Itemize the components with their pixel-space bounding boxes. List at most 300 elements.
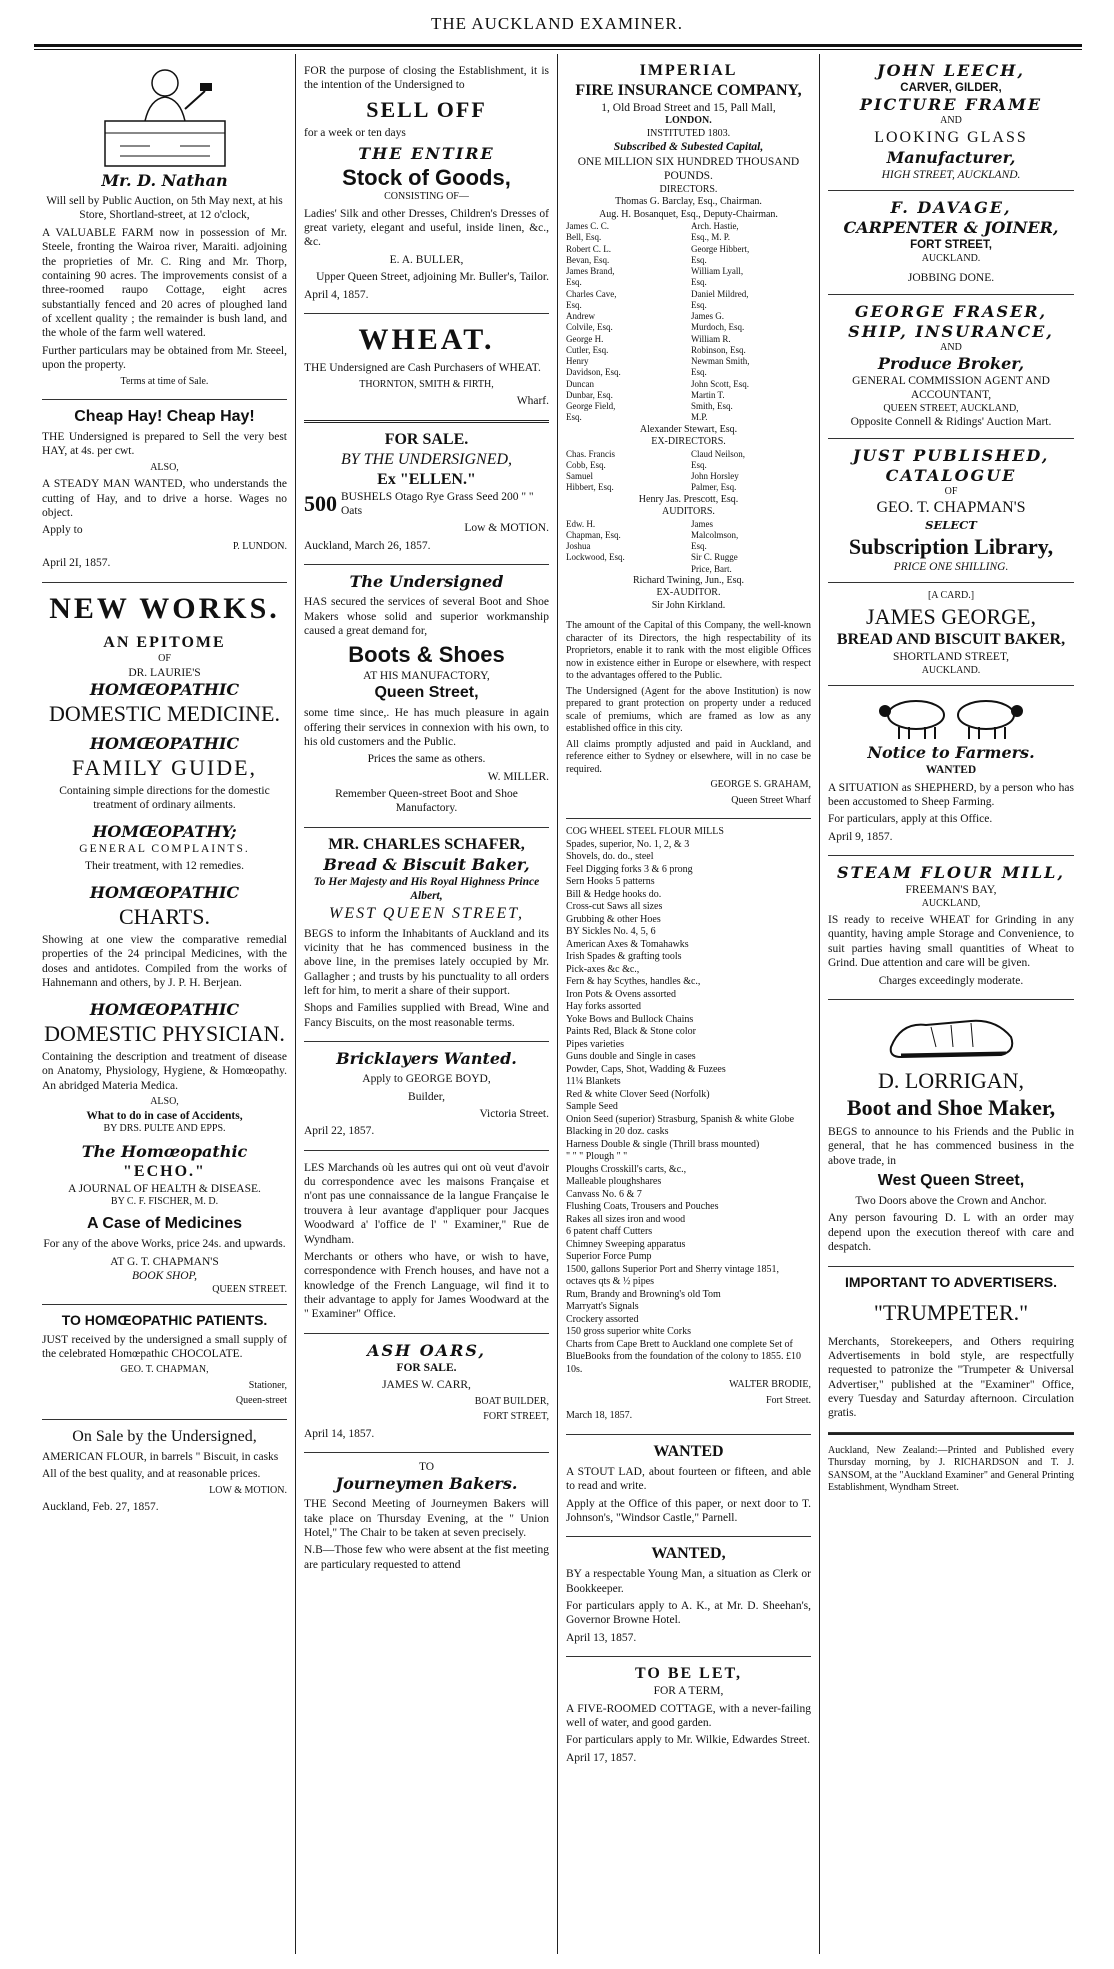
brodie-item: Flushing Coats, Trousers and Pouches <box>566 1201 719 1213</box>
director-name: John Scott, Esq. <box>690 378 749 389</box>
wanted1-body: A STOUT LAD, about fourteen or fifteen, and able to read and write. <box>566 1465 811 1493</box>
lorrigan-favour: Any person favouring D. L with an order may depend upon the execution thereof with care and despatch. <box>828 1212 1074 1254</box>
physician-desc: Containing the description and treatment of disease on Anatomy, Physiology, Hygiene, & Homœopathy. An abridged Materia Medica. <box>42 1051 287 1092</box>
director-name: William R. Robinson, Esq. <box>690 333 746 355</box>
george-name: JAMES GEORGE, <box>866 603 1036 629</box>
homeo-heading-4: HOMŒOPATHIC <box>89 882 240 902</box>
epitome-title: AN EPITOME <box>103 634 226 652</box>
brodie-item: Marryatt's Signals <box>566 1301 639 1313</box>
nathan-body: A VALUABLE FARM now in possession of Mr. Steele, fronting the Wairoa river, Maraiti. adjoining the proprieties of Mr. C. Ring and Mr. Thorp, containing 90 acres. The improvements consist of a three-roomed raupo Cottage, eight acres substantially fenced and 20 acres of ploughed land of xcellent quality ; the remainder is bush land, and the whole of the farm well watered. <box>42 226 287 340</box>
imperial-agent-name: GEORGE S. GRAHAM, <box>710 779 811 791</box>
newworks-title: NEW WORKS. <box>49 591 280 625</box>
family-guide-title: FAMILY GUIDE, <box>71 754 258 780</box>
buller-sell-off: SELL OFF <box>366 96 487 122</box>
ad-notice-farmers <box>828 686 1074 856</box>
trumpeter-body: Merchants, Storekeepers, and Others requiring Advertisements in bold style, are respectfully requested to patronize the "Trumpeter & Universal Advertiser," published at the "Examiner" Office, every Tuesday and Saturday afternoon. Circulation gratis. <box>828 1335 1074 1420</box>
imprint-text: Auckland, New Zealand:—Printed and Published every Thursday morning, by J. RICHARDSON and T. J. SANSOM, at the "Auckland Examiner" and General Printing Establishment, Wyndham Street. <box>828 1444 1074 1494</box>
brodie-item: Cross-cut Saws all sizes <box>566 901 663 913</box>
ex-director-name: John Horsley Palmer, Esq. <box>690 471 739 493</box>
brodie-item: Onion Seed (superior) Strasburg, Spanish & white Globe <box>566 1113 795 1125</box>
imperial-body2: The Undersigned (Agent for the above Institution) is now prepared to grant protection on property under a reduced scale of premiums, which are framed as low as any established office in this city. <box>566 685 811 735</box>
ad-buller-sell-off <box>304 54 549 314</box>
farmers-date: April 9, 1857. <box>828 830 893 843</box>
ad-cheap-hay <box>42 400 287 583</box>
ad-james-george <box>828 583 1074 686</box>
general-complaints-desc: Their treatment, with 12 remedies. <box>84 860 245 873</box>
miller-name: W. MILLER. <box>487 770 549 783</box>
brodie-item: BY Sickles No. 4, 5, 6 <box>566 926 656 938</box>
catalogue-chapman: GEO. T. CHAPMAN'S <box>876 499 1026 517</box>
brodie-item: Sample Seed <box>566 1101 618 1113</box>
miller-title: The Undersigned <box>349 572 504 592</box>
echo-by: BY C. F. FISCHER, M. D. <box>110 1195 219 1207</box>
general-complaints-title: GENERAL COMPLAINTS. <box>79 842 250 855</box>
bricklayers-date: April 22, 1857. <box>304 1125 375 1138</box>
forsale-ex: Ex "ELLEN." <box>377 470 476 488</box>
imperial-company: FIRE INSURANCE COMPANY, <box>575 82 802 99</box>
brodie-item: Superior Force Pump <box>566 1251 652 1263</box>
brodie-item: 11¼ Blankets <box>566 1076 621 1088</box>
physician-also: ALSO, <box>150 1096 179 1108</box>
brodie-item: Red & white Clover Seed (Norfolk) <box>566 1088 710 1100</box>
domestic-medicine-title: DOMESTIC MEDICINE. <box>49 701 280 726</box>
bricklayers-apply: Apply to GEORGE BOYD, <box>362 1073 491 1086</box>
ad-ash-oars <box>304 1334 549 1453</box>
ad-john-leech <box>828 54 1074 191</box>
directors-left <box>566 221 686 424</box>
ad-wheat <box>304 314 549 423</box>
brodie-item: Malleable ploughshares <box>566 1176 662 1188</box>
lorrigan-body: BEGS to announce to his Friends and the Public in general, that he has commenced business in the above trade, in <box>828 1125 1074 1167</box>
director-name: James Brand, Esq. <box>566 266 615 288</box>
imperial-ex-list <box>566 449 811 494</box>
ad-for-sale-ellen <box>304 423 549 566</box>
imperial-directors-heading: DIRECTORS. <box>659 183 718 195</box>
bricklayers-place: Victoria Street. <box>479 1107 549 1120</box>
wanted2-title: WANTED, <box>651 1545 726 1563</box>
miller-body: HAS secured the services of several Boot and Shoe Makers whose solid and superior workmanship caused a great demand for, <box>304 596 549 637</box>
flour-body: AMERICAN FLOUR, in barrels " Biscuit, in casks <box>42 1450 279 1463</box>
masthead: THE AUCKLAND EXAMINER. <box>431 14 683 33</box>
davage-trade: CARPENTER & JOINER, <box>843 218 1059 238</box>
imperial-agent-place: Queen Street Wharf <box>731 794 811 806</box>
flour-name: LOW & MOTION. <box>209 1484 287 1496</box>
director-name: James C. C. Bell, Esq. <box>566 221 610 243</box>
bakers-to: TO <box>418 1460 435 1473</box>
auditors-left <box>566 519 686 575</box>
let-body: A FIVE-ROOMED COTTAGE, with a never-failing well of water, and good garden. <box>566 1702 811 1729</box>
charts-desc: Showing at one view the comparative remedial properties of the 24 principal Medicines, with the doses and antidotes. Compiled from the works of Hahnemann and others, by J. P. H. Berjean. <box>42 934 287 990</box>
director-name: Duncan Dunbar, Esq. <box>566 378 613 400</box>
director-name: Robert C. L. Bevan, Esq. <box>566 243 611 265</box>
brodie-item: Canvass No. 6 & 7 <box>566 1188 642 1200</box>
fraser-produce: Produce Broker, <box>877 354 1025 373</box>
patients-name: GEO. T. CHAPMAN, <box>120 1364 209 1376</box>
davage-place: AUCKLAND. <box>921 252 981 264</box>
echo-desc: A JOURNAL OF HEALTH & DISEASE. <box>68 1182 261 1195</box>
ash-place: FORT STREET, <box>483 1411 549 1422</box>
ex-director-name: Claud Neilson, Esq. <box>690 448 745 470</box>
wanted1-title: WANTED <box>653 1442 724 1460</box>
ex-director-name: Samuel Hibbert, Esq. <box>566 471 614 493</box>
brodie-item: COG WHEEL STEEL FLOUR MILLS <box>566 826 724 838</box>
leech-glass: LOOKING GLASS <box>874 128 1028 146</box>
patients-role: Stationer, <box>248 1379 287 1391</box>
columns <box>34 54 1082 1954</box>
ad-brodie-goods <box>566 819 811 1435</box>
wanted2-date: April 13, 1857. <box>566 1631 637 1644</box>
ad-trumpeter <box>828 1267 1074 1433</box>
buller-weeks: for a week or ten days <box>304 127 406 140</box>
miller-boots: Boots & Shoes <box>348 642 505 668</box>
buller-entire: THE ENTIRE <box>358 143 495 163</box>
imperial-auditors-list <box>566 519 811 575</box>
farmers-wanted: WANTED <box>925 764 977 777</box>
ex-directors-right <box>691 449 811 494</box>
fraser-general: GENERAL COMMISSION AGENT AND ACCOUNTANT, <box>852 375 1050 402</box>
miller-street: Queen Street, <box>374 684 479 702</box>
ad-journeymen-bakers <box>304 1453 549 1583</box>
brodie-item: Ploughs Crosskill's carts, &c., <box>566 1163 687 1175</box>
bakers-nb: N.B—Those few who were absent at the fist meeting are particulary requested to attend <box>304 1544 549 1571</box>
wanted2-body: BY a respectable Young Man, a situation as Clerk or Bookkeeper. <box>566 1568 811 1595</box>
forsale-body: BUSHELS Otago Rye Grass Seed 200 " " Oats <box>341 490 534 517</box>
ad-davage <box>828 191 1074 294</box>
ad-steam-flour-mill <box>828 856 1074 1000</box>
let-apply: For particulars apply to Mr. Wilkie, Edwardes Street. <box>566 1734 810 1747</box>
lorrigan-street: West Queen Street, <box>877 1172 1025 1189</box>
miller-body2: some time since,. He has much pleasure in again offering their services in connexion with his own, to his old customers and the Public. <box>304 707 549 748</box>
buller-name: E. A. BULLER, <box>389 253 464 266</box>
ad-imperial-insurance <box>566 54 811 819</box>
catalogue-price: PRICE ONE SHILLING. <box>893 561 1009 573</box>
column-2 <box>296 54 558 1954</box>
leech-trade: CARVER, GILDER, <box>900 82 1002 94</box>
brodie-item: 150 gross superior white Corks <box>566 1326 691 1338</box>
physician-title: DOMESTIC PHYSICIAN. <box>44 1020 285 1046</box>
mill-title: STEAM FLOUR MILL, <box>837 863 1065 883</box>
catalogue-of: OF <box>944 485 958 497</box>
accidents-title: What to do in case of Accidents, <box>86 1109 243 1122</box>
brodie-item: Chimney Sweeping apparatus <box>566 1238 686 1250</box>
homeo-heading-2: HOMŒOPATHIC <box>89 733 240 753</box>
nathan-intro: Will sell by Public Auction, on 5th May next, at his Store, Shortland-street, at 12 o'clock, <box>46 195 283 222</box>
flour-date: Auckland, Feb. 27, 1857. <box>42 1501 159 1513</box>
imperial-ex-heading: EX-DIRECTORS. <box>651 436 726 447</box>
wheat-name: THORNTON, SMITH & FIRTH, <box>359 378 494 390</box>
george-place: AUCKLAND. <box>921 664 981 676</box>
buller-consisting: CONSISTING OF— <box>384 191 469 203</box>
miller-remember: Remember Queen-street Boot and Shoe Manufactory. <box>335 788 518 815</box>
buller-address: Upper Queen Street, adjoining Mr. Buller's, Tailor. <box>316 271 549 284</box>
director-name: Newman Smith, Esq. <box>690 356 750 378</box>
brodie-item: Grubbing & other Hoes <box>566 913 661 925</box>
buller-stock: Stock of Goods, <box>342 164 511 190</box>
boot-illustration <box>881 1007 1021 1067</box>
ash-name: JAMES W. CARR, <box>382 1379 471 1392</box>
director-name: George H. Cutler, Esq. <box>566 333 609 355</box>
trumpeter-name: "TRUMPETER." <box>873 1300 1029 1325</box>
forsale-name: Low & MOTION. <box>464 522 549 535</box>
epitome-author: DR. LAURIE'S <box>128 666 201 679</box>
imperial-chairman: Thomas G. Barclay, Esq., Chairman. <box>615 196 762 207</box>
brodie-item: Iron Pots & Ovens assorted <box>566 988 676 1000</box>
imperial-exauditor-heading: EX-AUDITOR. <box>656 587 721 599</box>
schafer-majesty: To Her Majesty and His Royal Highness Prince Albert, <box>313 875 540 903</box>
brodie-item: Feel Digging forks 3 & 6 prong <box>566 863 693 875</box>
column-3 <box>558 54 820 1954</box>
auditor-name: Edw. H. Chapman, Esq. <box>566 518 621 540</box>
brodie-item: Paints Red, Black & Stone color <box>566 1026 696 1038</box>
catalogue-title: CATALOGUE <box>885 465 1017 485</box>
hay-also: ALSO, <box>150 461 179 473</box>
homeo-heading-5: HOMŒOPATHIC <box>89 999 240 1019</box>
directors-right <box>691 221 811 424</box>
auditor-name: Sir C. Rugge Price, Bart. <box>690 552 738 574</box>
case-desc: For any of the above Works, price 24s. and upwards. <box>43 1238 286 1251</box>
catalogue-select: SELECT <box>925 518 977 533</box>
let-title: TO BE LET, <box>635 1665 742 1683</box>
ad-george-fraser <box>828 295 1074 439</box>
ash-title: ASH OARS, <box>367 1340 486 1360</box>
fraser-opposite: Opposite Connell & Ridings' Auction Mart. <box>850 416 1052 429</box>
epitome-of: OF <box>158 653 171 665</box>
bricklayers-title: Bricklayers Wanted. <box>336 1049 517 1069</box>
mill-body: IS ready to receive WHEAT for Grinding in any quantity, having ample Storage and Convenience, to suit parties having small quantities of Wheat to Grind. Due attention and care will be given. <box>828 914 1074 970</box>
imperial-deputy: Aug. H. Bosanquet, Esq., Deputy-Chairman. <box>599 208 778 220</box>
buller-body: FOR the purpose of closing the Establishment, it is the intention of the Undersigned to <box>304 65 549 92</box>
ad-miller-boots <box>304 565 549 828</box>
brodie-item: Hay forks assorted <box>566 1001 641 1013</box>
hay-body: THE Undersigned is prepared to Sell the very best HAY, at 4s. per cwt. <box>42 431 287 458</box>
masthead-rule <box>34 44 1082 50</box>
wheat-title: WHEAT. <box>358 322 495 356</box>
director-name: William Lyall, Esq. <box>690 266 744 288</box>
let-term: FOR A TERM, <box>653 1685 724 1698</box>
ad-wanted-lad <box>566 1435 811 1538</box>
imperial-london: LONDON. <box>665 115 712 127</box>
lorrigan-doors: Two Doors above the Crown and Anchor. <box>855 1195 1047 1207</box>
homeo-heading-3: HOMŒOPATHY; <box>92 821 237 841</box>
imperial-instituted: INSTITUTED 1803. <box>646 127 731 139</box>
ad-bricklayers <box>304 1042 549 1151</box>
director-name: Daniel Mildred, Esq. <box>690 288 749 310</box>
ad-french-notice <box>304 1151 549 1334</box>
brodie-item: Bill & Hedge hooks do. <box>566 888 662 900</box>
imperial-address: 1, Old Broad Street and 15, Pall Mall, <box>601 102 776 114</box>
brodie-item: 1500, gallons Superior Port and Sherry vintage 1851, octaves qts & ½ pipes <box>566 1263 780 1288</box>
buller-date: April 4, 1857. <box>304 288 369 301</box>
ad-wanted-clerk <box>566 1537 811 1657</box>
leech-manufacturer: Manufacturer, <box>886 147 1016 167</box>
forsale-date: Auckland, March 26, 1857. <box>304 539 431 552</box>
brodie-item: Shovels, do. do., steel <box>566 851 654 863</box>
director-name: James G. Murdoch, Esq. <box>690 311 745 333</box>
ex-director-name: Chas. Francis Cobb, Esq. <box>566 448 615 470</box>
flour-quality: All of the best quality, and at reasonable prices. <box>42 1468 261 1481</box>
ad-nathan-auction <box>42 54 287 400</box>
george-card: [A CARD.] <box>927 590 975 602</box>
buller-goods: Ladies' Silk and other Dresses, Children's Dresses of great variety, elegant and useful, inside linen, &c., &c. <box>304 207 549 249</box>
brodie-item: Fern & hay Scythes, handles &c., <box>566 976 701 988</box>
auditor-name: James Malcolmson, Esq. <box>690 518 739 551</box>
brodie-items <box>566 826 811 1376</box>
nathan-terms: Terms at time of Sale. <box>120 375 209 387</box>
hay-name: P. LUNDON. <box>232 540 287 552</box>
director-name: Arch. Hastie, Esq., M. P. <box>690 221 739 243</box>
fraser-and: AND <box>940 341 962 353</box>
hay-apply: Apply to <box>42 524 83 537</box>
forsale-title: FOR SALE. <box>384 430 469 448</box>
lorrigan-trade: Boot and Shoe Maker, <box>846 1095 1056 1121</box>
bakers-title: Journeymen Bakers. <box>335 1474 518 1494</box>
brodie-item: Sern Hooks 5 patterns <box>566 876 655 888</box>
brodie-item: " " " Plough " " <box>566 1151 628 1163</box>
davage-title: F. DAVAGE, <box>890 198 1012 218</box>
forsale-number: 500 <box>304 491 337 517</box>
fraser-title: GEORGE FRASER, <box>854 301 1048 321</box>
imperial-capital: Subscribed & Subested Capital, <box>613 141 764 154</box>
sheep-illustration <box>871 693 1031 743</box>
schafer-street: WEST QUEEN STREET, <box>329 904 524 922</box>
hay-title: Cheap Hay! Cheap Hay! <box>74 408 255 425</box>
brodie-item: Rum, Brandy and Browning's old Tom <box>566 1288 721 1300</box>
farmers-title: Notice to Farmers. <box>867 743 1035 763</box>
echo-name: "ECHO." <box>123 1162 206 1180</box>
ad-new-works <box>42 583 287 1305</box>
accidents-by: BY DRS. PULTE AND EPPS. <box>103 1123 226 1134</box>
brodie-item: Rakes all sizes iron and wood <box>566 1213 686 1225</box>
farmers-apply: For particulars, apply at this Office. <box>828 813 993 826</box>
ex-directors-left <box>566 449 686 494</box>
brodie-item: Guns double and Single in cases <box>566 1051 696 1063</box>
charts-title: CHARTS. <box>119 903 210 929</box>
brodie-item: Pipes varieties <box>566 1038 625 1050</box>
case-title: A Case of Medicines <box>86 1215 242 1233</box>
farmers-body: A SITUATION as SHEPHERD, by a person who has been accustomed to Sheep Farming. <box>828 781 1074 808</box>
george-street: SHORTLAND STREET, <box>892 651 1009 664</box>
brodie-item: Pick-axes &c &c., <box>566 963 640 975</box>
auditors-right <box>691 519 811 575</box>
ad-schafer-baker <box>304 828 549 1042</box>
brodie-place: Fort Street. <box>766 1394 811 1406</box>
patients-body: JUST received by the undersigned a small supply of the celebrated Homœpathic CHOCOLATE. <box>42 1333 287 1360</box>
column-1 <box>34 54 296 1954</box>
french-body: LES Marchands où les autres qui ont où veut d'avoir du correspondence avec les maisons Française et n'ont pas une connaissance de la langue Française le trouvera à leur avantage d'appliquer pour Jacques Woodward a' l'office de l' " Examiner," Rue de Wyndham. <box>304 1161 549 1246</box>
imperial-amount: ONE MILLION SIX HUNDRED THOUSAND POUNDS. <box>577 155 800 183</box>
auditor-name: Joshua Lockwood, Esq. <box>566 541 625 563</box>
trumpeter-title: IMPORTANT TO ADVERTISERS. <box>844 1273 1058 1290</box>
patients-title: TO HOMŒOPATHIC PATIENTS. <box>61 1312 268 1328</box>
imperial-body3: All claims promptly adjusted and paid in Auckland, and reference either to Sydney or elsewhere, will in no case be required. <box>566 738 811 775</box>
catalogue-just: JUST PUBLISHED, <box>852 445 1050 465</box>
leech-frame: PICTURE FRAME <box>859 95 1043 115</box>
brodie-item: Yoke Bows and Bullock Chains <box>566 1013 694 1025</box>
brodie-item: Spades, superior, No. 1, 2, & 3 <box>566 838 690 850</box>
chapman-street: QUEEN STREET. <box>212 1283 287 1295</box>
column-4 <box>820 54 1082 1954</box>
imperial-body: The amount of the Capital of this Company, the well-known character of its Directors, the high respectability of its Proprietors, enable it to rank with the most eligible Offices now in existence either in Europe or elsewhere, with respect to the advantages offered to the Public. <box>566 620 811 682</box>
mill-bay: FREEMAN'S BAY, <box>905 884 997 897</box>
miller-manufactory: AT HIS MANUFACTORY, <box>363 669 490 682</box>
lorrigan-name: D. LORRIGAN, <box>877 1067 1025 1093</box>
imperial-title: IMPERIAL <box>639 62 738 79</box>
davage-jobbing: JOBBING DONE. <box>907 272 995 285</box>
leech-and: AND <box>940 115 962 127</box>
french-english: Merchants or others who have, or wish to have, correspondence with French houses, and have not a knowledge of the French Language, wil find it to their advantage to apply for James Woodward at the " Examiner" Office. <box>304 1250 549 1321</box>
ash-role: BOAT BUILDER, <box>474 1395 549 1407</box>
wheat-body: THE Undersigned are Cash Purchasers of WHEAT. <box>304 362 541 375</box>
ad-catalogue <box>828 439 1074 584</box>
imperial-directors-list <box>566 221 811 424</box>
fraser-street: QUEEN STREET, AUCKLAND, <box>883 402 1019 414</box>
flour-title: On Sale by the Undersigned, <box>72 1427 257 1445</box>
ad-american-flour <box>42 1420 287 1526</box>
brodie-item: Harness Double & single (Thrill brass mounted) <box>566 1138 760 1150</box>
brodie-item: 6 patent chaff Cutters <box>566 1226 653 1238</box>
let-date: April 17, 1857. <box>566 1751 637 1764</box>
chapman-at: AT G. T. CHAPMAN'S <box>110 1255 219 1268</box>
bricklayers-role: Builder, <box>408 1090 445 1103</box>
nathan-further: Further particulars may be obtained from Mr. Steeel, upon the property. <box>42 344 287 372</box>
ad-homeopathic-patients <box>42 1305 287 1420</box>
echo-title: The Homœopathic <box>81 1141 248 1161</box>
schafer-body: BEGS to inform the Inhabitants of Auckland and its vicinity that he has commenced business in the above line, in the premises lately occupied by Mr. Gallagher ; and trusts by his punctuality to all orders left for him, to merit a share of their support. <box>304 927 549 997</box>
brodie-item: American Axes & Tomahawks <box>566 938 689 950</box>
imperial-kirkland: Sir John Kirkland. <box>651 599 726 611</box>
imperial-auditors-heading: AUDITORS. <box>662 506 715 517</box>
brodie-item: Crockery assorted <box>566 1313 639 1325</box>
catalogue-library: Subscription Library, <box>848 533 1054 559</box>
hay-date: April 2I, 1857. <box>42 557 111 570</box>
davage-street: FORT STREET, <box>910 239 992 252</box>
director-name: Henry Davidson, Esq. <box>566 356 621 378</box>
forsale-by: BY THE UNDERSIGNED, <box>340 450 513 468</box>
miller-prices: Prices the same as others. <box>367 753 486 766</box>
director-name: Andrew Colvile, Esq. <box>566 311 613 333</box>
wanted1-apply: Apply at the Office of this paper, or next door to T. Johnson's, "Windsor Castle," Parnell. <box>566 1497 811 1524</box>
family-guide-desc: Containing simple directions for the domestic treatment of ordinary ailments. <box>59 785 270 812</box>
wanted2-apply: For particulars apply to A. K., at Mr. D. Sheehan's, Governor Browne Hotel. <box>566 1600 811 1627</box>
george-trade: BREAD AND BISCUIT BAKER, <box>836 631 1066 649</box>
chapman-shop: BOOK SHOP, <box>132 1270 197 1283</box>
fraser-trade: SHIP, INSURANCE, <box>848 321 1054 341</box>
schafer-shops: Shops and Families supplied with Bread, Wine and Fancy Biscuits, on the most reasonable terms. <box>304 1002 549 1029</box>
ash-sale: FOR SALE. <box>396 1361 457 1374</box>
ash-date: April 14, 1857. <box>304 1427 375 1440</box>
mill-charges: Charges exceedingly moderate. <box>878 974 1024 987</box>
ad-to-be-let <box>566 1657 811 1776</box>
director-name: George Hibbert, Esq. <box>690 243 750 265</box>
brodie-item: Charts from Cape Brett to Auckland one complete Set of BlueBooks from the foundation of the colony to 1855. £10 10s. <box>566 1338 801 1375</box>
director-name: George Field, Esq. <box>566 401 616 423</box>
schafer-title: MR. CHARLES SCHAFER, <box>328 835 525 853</box>
bakers-body: THE Second Meeting of Journeymen Bakers will take place on Thursday Evening, at the " Union Hotel," The Chair to be taken at seven precisely. <box>304 1498 549 1539</box>
brodie-item: Blacking in 20 doz. casks <box>566 1126 669 1138</box>
imperial-twining: Richard Twining, Jun., Esq. <box>632 574 745 586</box>
leech-title: JOHN LEECH, <box>877 61 1025 80</box>
director-name: Charles Cave, Esq. <box>566 288 617 310</box>
homeo-heading-1: HOMŒOPATHIC <box>89 680 240 699</box>
schafer-trade: Bread & Biscuit Baker, <box>323 854 530 874</box>
imperial-stewart: Alexander Stewart, Esq. <box>639 423 738 435</box>
auctioneer-illustration <box>100 61 230 171</box>
hay-man: A STEADY MAN WANTED, who understands the cutting of Hay, and to drive a horse. Wages no object. <box>42 478 287 519</box>
brodie-item: Powder, Caps, Shot, Wadding & Fuzees <box>566 1063 726 1075</box>
ad-lorrigan <box>828 1000 1074 1267</box>
nathan-title: Mr. D. Nathan <box>101 171 228 190</box>
brodie-item: Irish Spades & grafting tools <box>566 951 682 963</box>
